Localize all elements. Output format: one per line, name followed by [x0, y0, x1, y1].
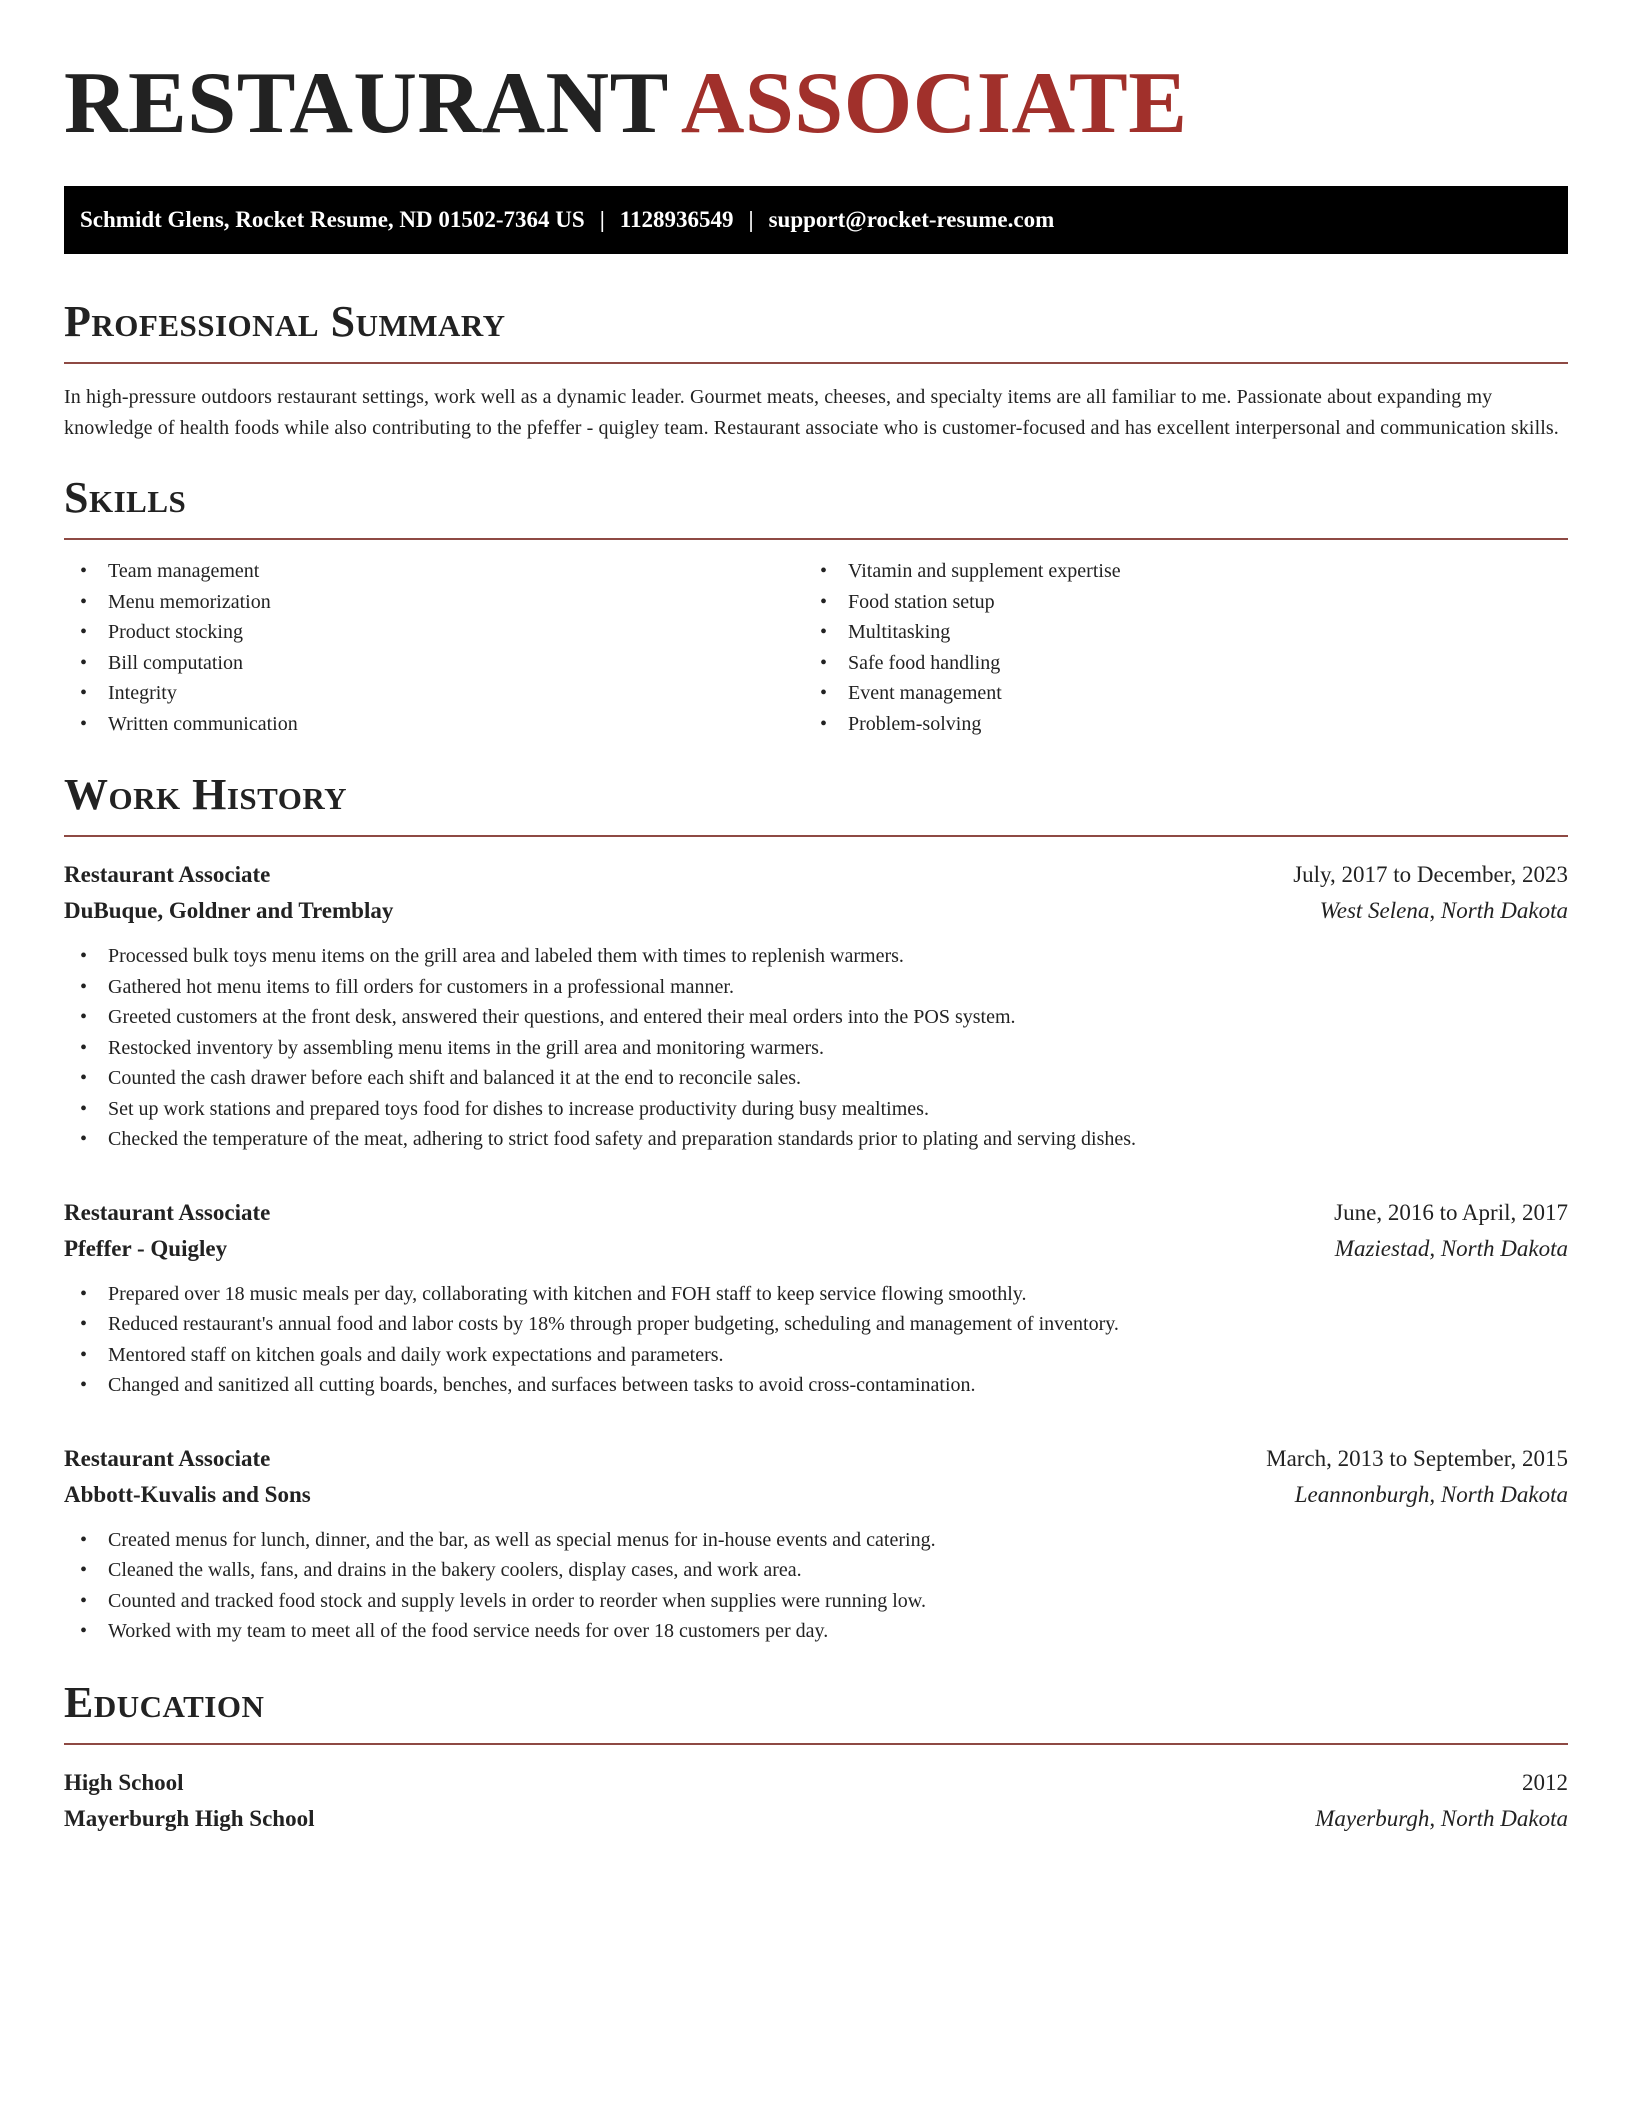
summary-text: In high-pressure outdoors restaurant settings, work well as a dynamic leader. Gourmet meats, cheeses, and specialty items are all familiar to me. Passionate about expanding my knowledge of health foods while also contributing to the pfeffer - quigley team. Restaurant associate who is customer-focused and has excellent interpersonal and communication skills.	[64, 386, 1559, 439]
job-duty: • Checked the temperature of the meat, adhering to strict food safety and preparation standards prior to plating and serving dishes.	[80, 1124, 1568, 1155]
education-entry	[64, 1765, 1568, 1837]
education-year: 2012	[1522, 1769, 1568, 1795]
job-duty: • Set up work stations and prepared toys food for dishes to increase productivity during busy mealtimes.	[80, 1094, 1568, 1125]
skill-item: • Food station setup	[820, 587, 1560, 618]
skills-heading: Skills	[64, 473, 187, 522]
work-history-section	[64, 769, 1568, 1647]
job-duty: • Worked with my team to meet all of the food service needs for over 18 customers per day.	[80, 1616, 1568, 1647]
job-duty: • Cleaned the walls, fans, and drains in the bakery coolers, display cases, and work area.	[80, 1555, 1568, 1586]
skill-item: • Menu memorization	[80, 587, 820, 618]
job-company: Pfeffer - Quigley	[64, 1235, 228, 1261]
job-company: DuBuque, Goldner and Tremblay	[64, 898, 394, 923]
job-location: Leannonburgh, North Dakota	[1294, 1481, 1568, 1507]
job-duty: • Restocked inventory by assembling menu items in the grill area and monitoring warmers.	[80, 1033, 1568, 1064]
skill-item: • Bill computation	[80, 648, 820, 679]
education-degree: High School	[64, 1769, 184, 1795]
job-dates: July, 2017 to December, 2023	[1293, 862, 1568, 887]
contact-email: support@rocket-resume.com	[768, 207, 1055, 232]
skill-item: • Vitamin and supplement expertise	[820, 556, 1560, 587]
job-dates: March, 2013 to September, 2015	[1266, 1445, 1568, 1471]
education-school-row	[64, 1801, 1568, 1837]
section-divider	[64, 835, 1568, 837]
education-header-row	[64, 1765, 1568, 1801]
skills-grid	[64, 556, 1568, 739]
job-entry	[64, 1195, 1568, 1401]
summary-heading: Professional Summary	[64, 297, 506, 346]
skill-item: • Event management	[820, 678, 1560, 709]
summary-section	[64, 296, 1568, 444]
education-location: Mayerburgh, North Dakota	[1315, 1805, 1568, 1831]
education-section	[64, 1677, 1568, 1837]
skill-item: • Multitasking	[820, 617, 1560, 648]
section-divider	[64, 1743, 1568, 1745]
skills-section	[64, 472, 1568, 739]
job-duty: • Created menus for lunch, dinner, and the bar, as well as special menus for in-house events and catering.	[80, 1525, 1568, 1556]
section-divider	[64, 538, 1568, 540]
section-divider	[64, 362, 1568, 364]
title-first-word: RESTAURANT	[64, 55, 669, 152]
job-duty: • Processed bulk toys menu items on the grill area and labeled them with times to replenish warmers.	[80, 941, 1568, 972]
resume-title	[64, 56, 1568, 152]
work-history-heading: Work History	[64, 770, 348, 819]
job-role: Restaurant Associate	[64, 1445, 271, 1471]
skill-item: • Safe food handling	[820, 648, 1560, 679]
job-duties-list	[64, 1525, 1568, 1647]
skill-item: • Integrity	[80, 678, 820, 709]
job-duty: • Changed and sanitized all cutting boards, benches, and surfaces between tasks to avoid cross-contamination.	[80, 1370, 1568, 1401]
contact-address: Schmidt Glens, Rocket Resume, ND 01502-7364 US	[80, 207, 585, 232]
job-location: West Selena, North Dakota	[1319, 898, 1568, 923]
education-school: Mayerburgh High School	[64, 1805, 315, 1831]
job-duty: • Gathered hot menu items to fill orders for customers in a professional manner.	[80, 972, 1568, 1003]
job-duty: • Counted the cash drawer before each shift and balanced it at the end to reconcile sales.	[80, 1063, 1568, 1094]
job-header-row	[64, 1195, 1568, 1231]
skills-column-right	[820, 556, 1560, 739]
job-duty: • Reduced restaurant's annual food and labor costs by 18% through proper budgeting, scheduling and management of inventory.	[80, 1309, 1568, 1340]
job-entry	[64, 857, 1568, 1155]
job-duty: • Counted and tracked food stock and supply levels in order to reorder when supplies were running low.	[80, 1586, 1568, 1617]
job-company-row	[64, 1231, 1568, 1267]
contact-separator: |	[748, 207, 754, 232]
job-header-row	[64, 857, 1568, 893]
skill-item: • Product stocking	[80, 617, 820, 648]
skill-item: • Team management	[80, 556, 820, 587]
contact-bar	[64, 186, 1568, 254]
contact-phone: 1128936549	[619, 207, 734, 232]
job-dates: June, 2016 to April, 2017	[1334, 1199, 1568, 1225]
job-company: Abbott-Kuvalis and Sons	[64, 1481, 311, 1507]
skill-item: • Problem-solving	[820, 709, 1560, 740]
job-company-row	[64, 893, 1568, 929]
job-duties-list	[64, 941, 1568, 1155]
job-header-row	[64, 1441, 1568, 1477]
job-entry	[64, 1441, 1568, 1647]
title-second-word: ASSOCIATE	[680, 55, 1188, 152]
education-heading: Education	[64, 1677, 265, 1727]
contact-separator: |	[599, 207, 605, 232]
job-duty: • Prepared over 18 music meals per day, collaborating with kitchen and FOH staff to keep service flowing smoothly.	[80, 1279, 1568, 1310]
job-company-row	[64, 1477, 1568, 1513]
skill-item: • Written communication	[80, 709, 820, 740]
job-role: Restaurant Associate	[64, 1199, 271, 1225]
job-duty: • Mentored staff on kitchen goals and daily work expectations and parameters.	[80, 1340, 1568, 1371]
job-role: Restaurant Associate	[64, 862, 271, 887]
job-duty: • Greeted customers at the front desk, answered their questions, and entered their meal orders into the POS system.	[80, 1002, 1568, 1033]
job-location: Maziestad, North Dakota	[1334, 1235, 1568, 1261]
job-duties-list	[64, 1279, 1568, 1401]
skills-column-left	[64, 556, 820, 739]
